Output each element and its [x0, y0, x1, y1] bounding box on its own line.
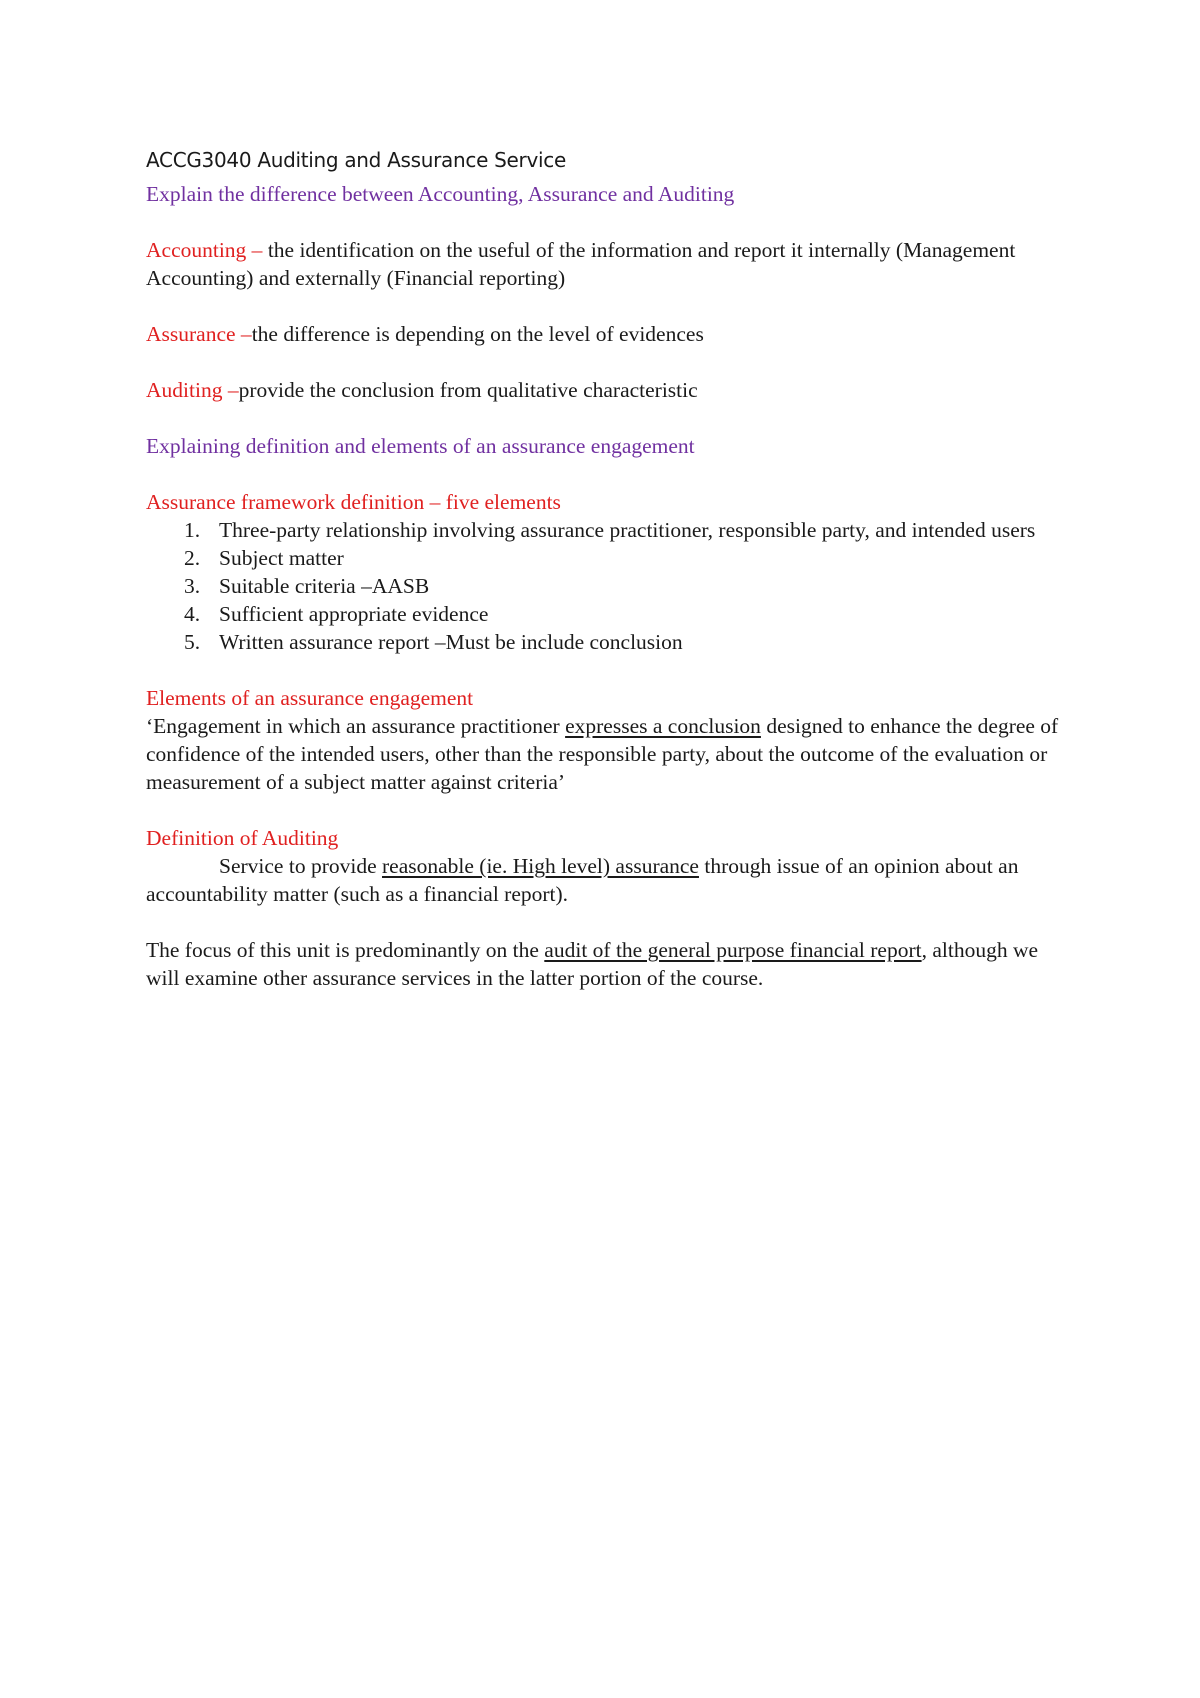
list-item [146, 600, 1076, 628]
list-item [146, 572, 1076, 600]
definition-heading: Definition of Auditing [146, 826, 339, 850]
auditing-term: Auditing – [146, 378, 239, 402]
accounting-term: Accounting – [146, 238, 263, 262]
quote-part-1: ‘Engagement in which an assurance practitioner [146, 714, 566, 738]
elements-quote [146, 712, 1076, 796]
accounting-text: the identification on the useful of the information and report it internally (Management Accounting) and externally (Financial reporting) [146, 238, 1016, 290]
focus-part-2: , although we will examine other assurance services in the latter portion of the course. [146, 938, 1039, 990]
focus-part-1: The focus of this unit is predominantly on the [146, 938, 545, 962]
focus-underlined: audit of the general purpose financial report [544, 938, 922, 962]
quote-part-2: designed to enhance the degree of confidence of the intended users, other than the responsible party, about the outcome of the evaluation or measurement of a subject matter against criteria’ [146, 714, 1059, 794]
elements-heading: Elements of an assurance engagement [146, 686, 474, 710]
assurance-paragraph [146, 320, 1076, 348]
document-page [146, 140, 1076, 1020]
list-item-text: Suitable criteria –AASB [219, 574, 430, 598]
definition-part-2: through issue of an opinion about an accountability matter (such as a financial report). [146, 854, 1019, 906]
list-number: 1. [184, 518, 201, 542]
list-item [146, 544, 1076, 572]
list-number: 5. [184, 630, 201, 654]
list-item-text: Sufficient appropriate evidence [219, 602, 489, 626]
list-number: 4. [184, 602, 201, 626]
framework-heading: Assurance framework definition – five elements [146, 490, 561, 514]
definition-part-1: Service to provide [219, 854, 382, 878]
assurance-text: the difference is depending on the level of evidences [251, 322, 704, 346]
list-number: 3. [184, 574, 201, 598]
definition-underlined: reasonable (ie. High level) assurance [382, 854, 699, 878]
quote-underlined: expresses a conclusion [565, 714, 761, 738]
accounting-paragraph [146, 236, 1076, 292]
auditing-paragraph [146, 376, 1076, 404]
list-number: 2. [184, 546, 201, 570]
framework-elements-list [146, 516, 1076, 656]
question-heading-definition: Explaining definition and elements of an assurance engagement [146, 434, 695, 458]
list-item-text: Three-party relationship involving assurance practitioner, responsible party, and intended users [219, 518, 1036, 542]
list-item [146, 628, 1076, 656]
list-item [146, 516, 1076, 544]
list-item-text: Written assurance report –Must be include conclusion [219, 630, 683, 654]
definition-paragraph [146, 852, 1076, 908]
document-title: ACCG3040 Auditing and Assurance Service [146, 148, 566, 172]
question-heading-differences: Explain the difference between Accounting, Assurance and Auditing [146, 182, 735, 206]
focus-paragraph [146, 936, 1076, 992]
list-item-text: Subject matter [219, 546, 344, 570]
auditing-text: provide the conclusion from qualitative characteristic [238, 378, 698, 402]
assurance-term: Assurance – [146, 322, 252, 346]
